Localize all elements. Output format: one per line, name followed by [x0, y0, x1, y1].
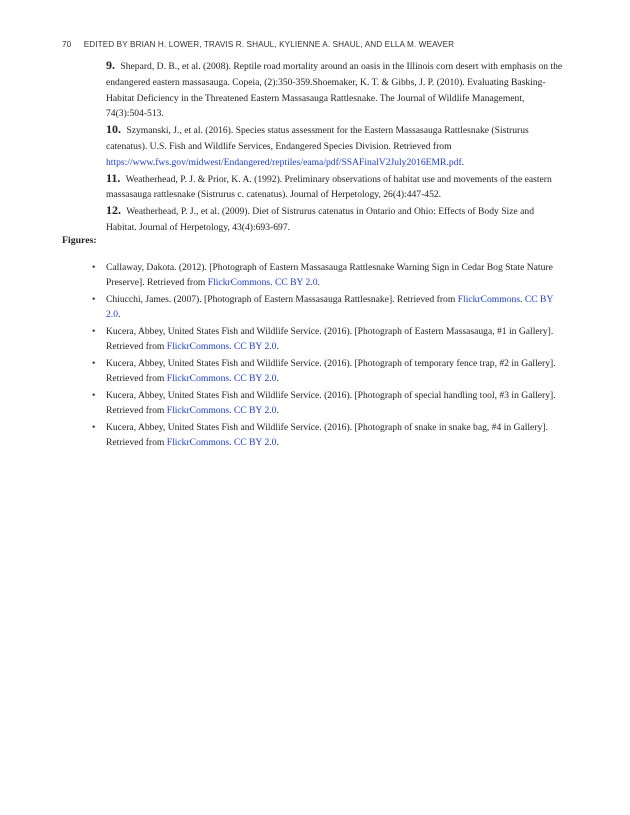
end-period: . [276, 341, 279, 353]
separator: . [229, 437, 234, 449]
figure-credit-text: Kucera, Abbey, United States Fish and Wildlife Service. (2016). [Photograph of temporary fence trap, #2 in Gallery]. Retrieved from [106, 358, 556, 385]
page-number: 70 [62, 40, 72, 49]
reference-item [106, 122, 566, 170]
reference-item [106, 171, 566, 204]
reference-number: 12. [106, 203, 121, 218]
separator: . [520, 294, 525, 305]
figure-credit-text: Kucera, Abbey, United States Fish and Wildlife Service. (2016). [Photograph of Eastern Massasauga, #1 in Gallery]. Retrieved from [106, 326, 554, 353]
license-link[interactable]: CC BY 2.0 [233, 373, 277, 385]
figure-credit-text: Chiucchi, James. (2007). [Photograph of Eastern Massasauga Rattlesnake]. Retrieved from [106, 294, 458, 305]
separator: . [229, 405, 234, 417]
figure-credit-item [92, 356, 562, 386]
figure-credit-text: Kucera, Abbey, United States Fish and Wildlife Service. (2016). [Photograph of snake in snake bag, #4 in Gallery]. Retrieved from [106, 422, 548, 449]
figure-credits-list [92, 260, 562, 452]
bullet-icon: • [92, 422, 96, 433]
reference-item [106, 58, 566, 122]
end-period: . [276, 373, 279, 385]
reference-text: Szymanski, J., et al. (2016). Species status assessment for the Eastern Massasauga Rattlesnake (Sistrurus catenatus). U.S. Fish and Wildlife Services, Endangered Species Division. Retrieved from [106, 125, 529, 152]
reference-item [106, 203, 566, 236]
reference-text: Weatherhead, P. J., et al. (2009). Diet of Sistrurus catenatus in Ontario and Ohio: Effects of Body Size and Habitat. Journal of Herpetology, 43(4):693-697. [106, 206, 534, 233]
flickr-commons-link[interactable]: FlickrCommons [166, 373, 230, 385]
figure-credit-item [92, 324, 562, 354]
separator: . [229, 373, 234, 385]
separator: . [229, 341, 234, 353]
figure-credit-text: Kucera, Abbey, United States Fish and Wildlife Service. (2016). [Photograph of special handling tool, #3 in Gallery]. Retrieved from [106, 390, 556, 417]
fws-report-link[interactable]: https://www.fws.gov/midwest/Endangered/reptiles/eama/pdf/SSAFinalV2July2016EMR.pdf [106, 156, 462, 168]
figure-credit-item [92, 260, 562, 290]
figure-credit-item [92, 420, 562, 450]
license-link[interactable]: CC BY 2.0 [233, 341, 277, 353]
running-header [62, 40, 454, 49]
editors-line: EDITED BY BRIAN H. LOWER, TRAVIS R. SHAUL, KYLIENNE A. SHAUL, AND ELLA M. WEAVER [83, 40, 455, 49]
end-period: . [118, 309, 121, 321]
reference-text: Shepard, D. B., et al. (2008). Reptile road mortality around an oasis in the Illinois corn desert with emphasis on the endangered eastern massasauga. Copeia, (2):350-359.Shoemaker, K. T. & Gibbs, J. P. (2010). Evaluating Basking-Habitat Deficiency in the Threatened Eastern Massasauga Rattlesnake. The Journal of Wildlife Management, 74(3):504-513. [106, 61, 563, 120]
reference-number: 11. [106, 170, 121, 185]
bullet-icon: • [92, 390, 96, 401]
end-period: . [317, 277, 320, 289]
end-period: . [276, 437, 279, 449]
reference-text: Weatherhead, P. J. & Prior, K. A. (1992). Preliminary observations of habitat use and movements of the eastern massasauga rattlesnake (Sistrurus c. catenatus). Journal of Herpetology, 26(4):447-452. [106, 173, 552, 201]
license-link[interactable]: CC BY 2.0 [274, 277, 318, 289]
figure-credit-text: Callaway, Dakota. (2012). [Photograph of Eastern Massasauga Rattlesnake Warning Sign in Cedar Bog State Nature Preserve]. Retrieved from [106, 262, 553, 289]
figure-credit-item [92, 388, 562, 418]
license-link[interactable]: CC BY 2.0 [233, 437, 277, 449]
flickr-commons-link[interactable]: FlickrCommons [207, 277, 271, 289]
figure-credit-item [92, 292, 562, 322]
reference-end: . [461, 156, 465, 168]
reference-list [106, 58, 566, 236]
bullet-icon: • [92, 326, 96, 337]
flickr-commons-link[interactable]: FlickrCommons [166, 437, 230, 449]
bullet-icon: • [92, 262, 96, 273]
flickr-commons-link[interactable]: FlickrCommons [166, 405, 230, 417]
reference-number: 10. [106, 122, 121, 137]
figures-heading: Figures: [62, 235, 97, 246]
separator: . [270, 277, 275, 289]
bullet-icon: • [92, 294, 96, 305]
license-link[interactable]: CC BY 2.0 [233, 405, 277, 417]
license-link[interactable]: CC BY 2.0 [106, 294, 554, 321]
flickr-commons-link[interactable]: FlickrCommons [457, 294, 521, 305]
end-period: . [276, 405, 279, 417]
reference-number: 9. [106, 58, 115, 72]
flickr-commons-link[interactable]: FlickrCommons [166, 341, 230, 353]
bullet-icon: • [92, 358, 96, 369]
